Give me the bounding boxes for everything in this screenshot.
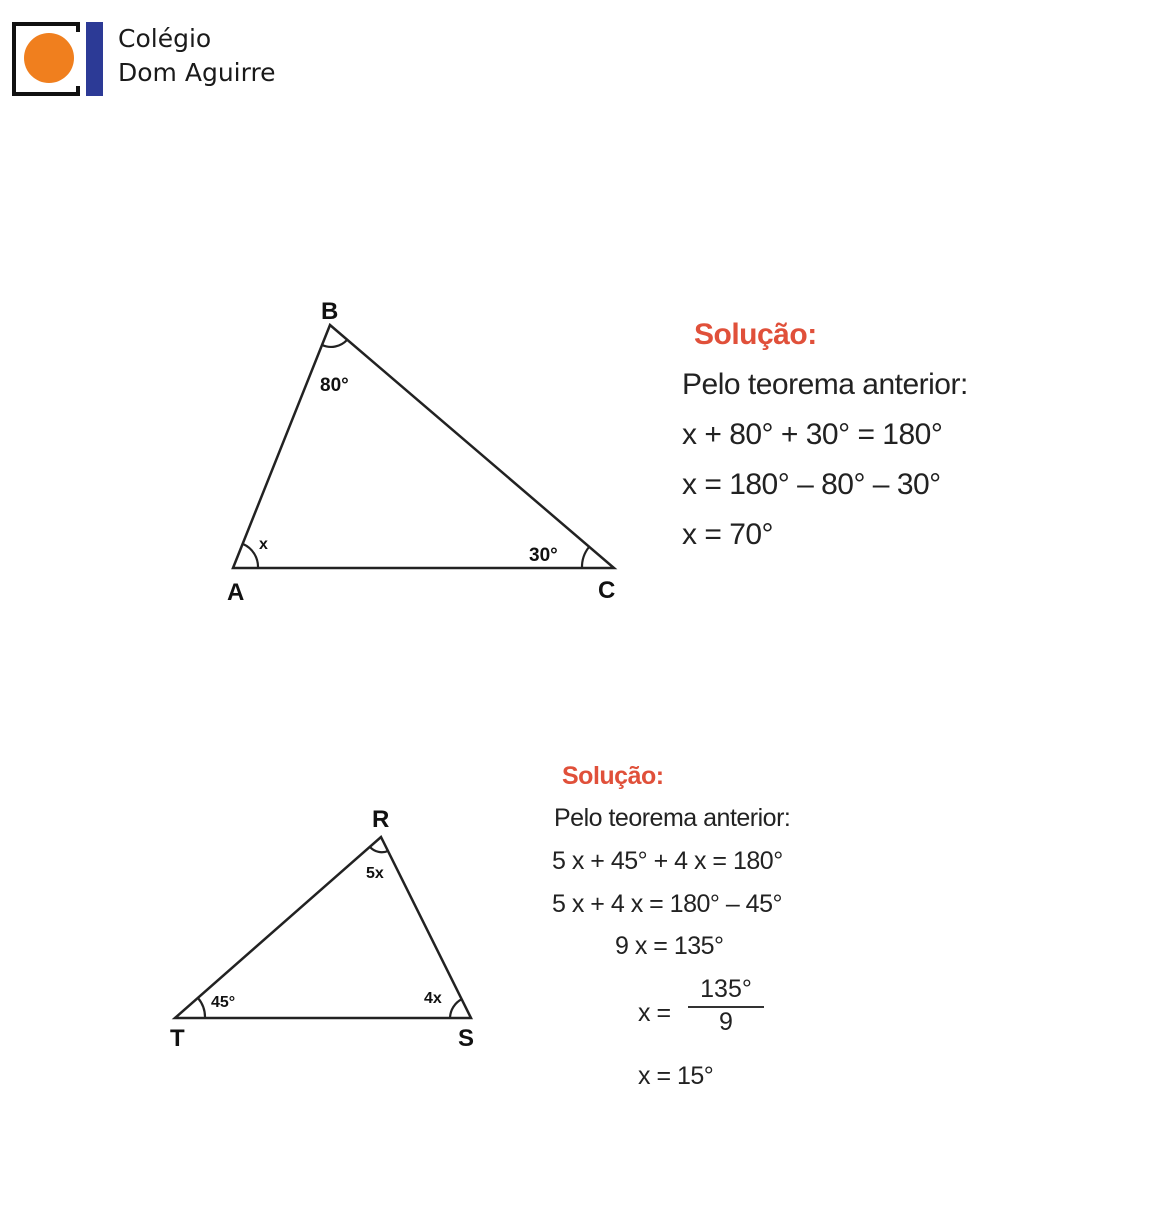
solution-2-line: 9 x = 135° <box>615 932 724 960</box>
triangle-rst-figure <box>160 800 490 1060</box>
solution-1-line: x + 80° + 30° = 180° <box>682 418 943 451</box>
solution-1 <box>682 310 968 560</box>
solution-1-line: x = 70° <box>682 518 774 551</box>
angle-label-s: 4x <box>424 990 442 1007</box>
solution-2-heading: Solução: <box>562 762 664 790</box>
school-name <box>118 22 276 90</box>
angle-arc-a <box>243 544 258 568</box>
school-logo <box>12 22 104 96</box>
angle-label-t: 45° <box>211 994 236 1011</box>
angle-arc-s <box>450 999 462 1018</box>
vertex-label-s: S <box>458 1025 475 1052</box>
triangle-abc <box>233 325 614 568</box>
logo-blue-bar <box>86 22 103 96</box>
vertex-label-a: A <box>227 579 245 606</box>
school-name-line2: Dom Aguirre <box>118 58 276 87</box>
angle-label-r: 5x <box>366 865 384 882</box>
fraction-numerator: 135° <box>688 975 764 1008</box>
angle-label-a: x <box>259 536 268 553</box>
angle-label-c: 30° <box>529 545 558 566</box>
solution-1-heading: Solução: <box>694 318 817 351</box>
fraction-denominator: 9 <box>719 1008 733 1036</box>
triangle-abc-figure <box>210 290 640 620</box>
angle-label-b: 80° <box>320 375 349 396</box>
solution-2-line: Pelo teorema anterior: <box>554 804 791 832</box>
angle-arc-t <box>198 998 205 1018</box>
vertex-label-r: R <box>372 806 390 833</box>
solution-2-line: x = 15° <box>638 1062 714 1090</box>
vertex-label-c: C <box>598 577 616 604</box>
logo-orange-circle <box>24 33 74 83</box>
solution-2-fraction <box>688 975 764 1037</box>
vertex-label-t: T <box>170 1025 185 1052</box>
vertex-label-b: B <box>321 298 339 325</box>
school-name-line1: Colégio <box>118 24 212 53</box>
angle-arc-c <box>582 547 589 568</box>
solution-2-line: x = <box>638 999 671 1027</box>
angle-arc-b <box>322 340 347 347</box>
solution-1-line: Pelo teorema anterior: <box>682 368 968 401</box>
solution-2-line: 5 x + 4 x = 180° – 45° <box>552 890 782 918</box>
solution-2-line: 5 x + 45° + 4 x = 180° <box>552 847 783 875</box>
solution-1-line: x = 180° – 80° – 30° <box>682 468 941 501</box>
